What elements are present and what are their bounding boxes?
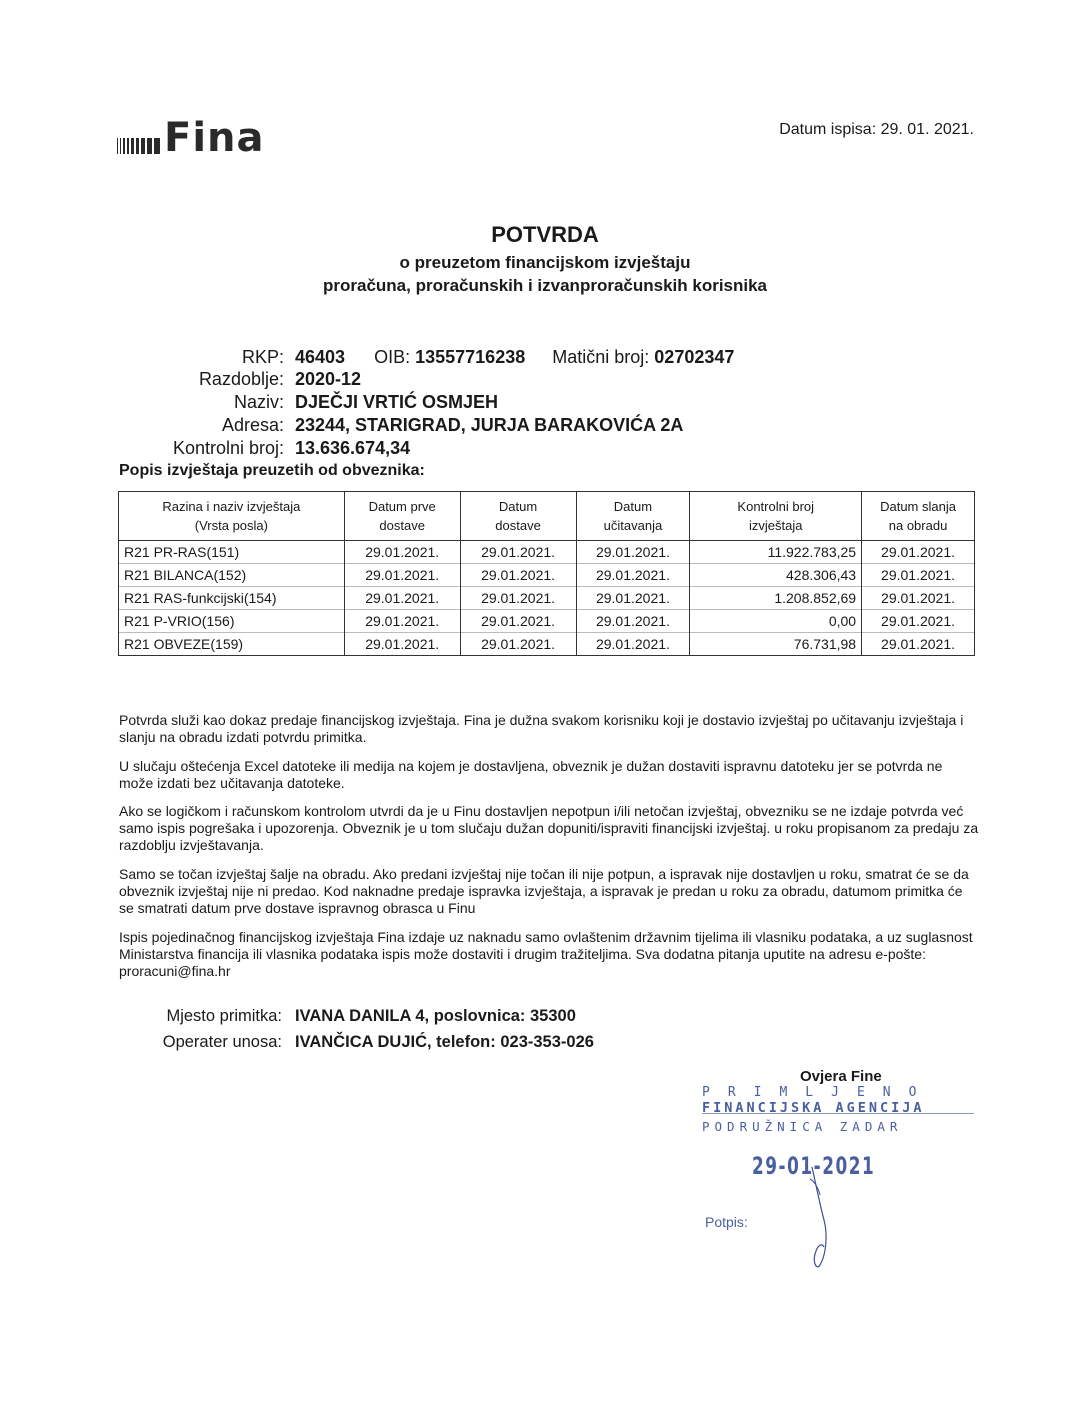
paragraph-control-errors: Ako se logičkom i računskom kontrolom utvrdi da je u Finu dostavljen nepotpun i/ili netočan izvještaj, obvezniku se ne izdaje potvrda već samo ispis pogrešaka i upozorenja. Obveznik je u tom slučaju dužan dopuniti/ispraviti financijski izvještaj. u roku propisanom za predaju za razdoblju izvještavanja.: [119, 803, 979, 853]
header-text: Datum: [498, 499, 538, 514]
info-row-control: [0, 436, 1090, 460]
control-number: 0,00: [690, 610, 862, 633]
place-label: Mjesto primitka:: [166, 1007, 282, 1025]
header-text: Datum slanja: [880, 499, 956, 514]
logo-bars-icon: [117, 132, 160, 154]
certification-label: Ovjera Fine: [800, 1068, 882, 1085]
processing-date: 29.01.2021.: [862, 541, 975, 564]
name-value: DJEČJI VRTIĆ OSMJEH: [295, 392, 499, 412]
info-row-address: [0, 413, 1090, 437]
header-text: učitavanja: [603, 518, 663, 533]
paragraph-correct-report: Samo se točan izvještaj šalje na obradu. Ako predani izvještaj nije točan ili nije potpun, a ispravak nije dostavljen u roku, smatrat će se da obveznik izvještaj nije ni predao. Kod naknadne predaje ispravka izvještaja, a ispravak je predan u roku za obradu, datumom primitka će se smatrati datum prve dostave ispravnog obrasca u Finu: [119, 866, 969, 916]
paragraph-damaged-file: U slučaju oštećenja Excel datoteke ili medija na kojem je dostavljena, obveznik je dužan dostaviti ispravnu datoteku jer se potvrda ne može izdati bez učitavanja datoteke.: [119, 758, 943, 791]
header-text: dostave: [379, 518, 425, 533]
mb-label: Matični broj:: [552, 347, 650, 367]
rkp-group: [295, 345, 734, 369]
control-value: 13.636.674,34: [295, 438, 411, 458]
header-control-number: [690, 492, 862, 541]
header-report-name: [119, 492, 345, 541]
control-number: 1.208.852,69: [690, 587, 862, 610]
signature-label: Potpis:: [705, 1214, 748, 1230]
report-name: R21 OBVEZE(159): [119, 633, 345, 656]
receipt-place-row: [0, 1004, 1090, 1028]
oib-label: OIB:: [374, 347, 411, 367]
report-name: R21 BILANCA(152): [119, 564, 345, 587]
header-first-delivery: [344, 492, 460, 541]
stamp-branch-text: PODRUŽNICA ZADAR: [702, 1119, 903, 1134]
processing-date: 29.01.2021.: [862, 610, 975, 633]
delivery-date: 29.01.2021.: [460, 610, 576, 633]
report-name: R21 RAS-funkcijski(154): [119, 587, 345, 610]
print-date: Datum ispisa: 29. 01. 2021.: [779, 121, 974, 138]
load-date: 29.01.2021.: [576, 633, 690, 656]
period-label: Razdoblje:: [198, 369, 284, 389]
header-text: na obradu: [888, 518, 948, 533]
header-text: Datum prve: [368, 499, 436, 514]
operator-value: IVANČICA DUJIĆ, telefon: 023-353-026: [295, 1033, 594, 1051]
delivery-date: 29.01.2021.: [460, 564, 576, 587]
stamp-agency-text: FINANCIJSKA AGENCIJA: [702, 1100, 925, 1116]
load-date: 29.01.2021.: [576, 564, 690, 587]
receipt-operator-row: [0, 1030, 1090, 1054]
header-text: Razina i naziv izvještaja: [162, 499, 301, 514]
operator-label: Operater unosa:: [162, 1033, 282, 1051]
document-title: POTVRDA: [491, 222, 599, 247]
table-row: [119, 564, 975, 587]
reports-table: [118, 491, 975, 656]
table-row: [119, 587, 975, 610]
header-text: Kontrolni broj: [737, 499, 815, 514]
table-row: [119, 633, 975, 656]
paragraph-report-issuance: Ispis pojedinačnog financijskog izvještaja Fina izdaje uz naknadu samo ovlaštenim državnim tijelima ili vlasniku podataka, a uz suglasnost Ministarstva financija ili vlasnika podataka ispis može dostaviti i drugim tražiteljima. Sva dodatna pitanja uputite na adresu e-pošte: proracuni@fina.hr: [119, 929, 973, 979]
load-date: 29.01.2021.: [576, 610, 690, 633]
first-delivery-date: 29.01.2021.: [344, 610, 460, 633]
delivery-date: 29.01.2021.: [460, 633, 576, 656]
table-row: [119, 541, 975, 564]
load-date: 29.01.2021.: [576, 541, 690, 564]
table-row: [119, 610, 975, 633]
header-text: dostave: [495, 518, 541, 533]
rkp-value: 46403: [295, 347, 346, 367]
processing-date: 29.01.2021.: [862, 633, 975, 656]
oib-value: 13557716238: [415, 347, 526, 367]
fina-logo: [117, 115, 265, 161]
header-processing-date: [862, 492, 975, 541]
header-text: izvještaja: [748, 518, 803, 533]
first-delivery-date: 29.01.2021.: [344, 564, 460, 587]
control-number: 428.306,43: [690, 564, 862, 587]
address-value: 23244, STARIGRAD, JURJA BARAKOVIĆA 2A: [295, 415, 684, 435]
table-header-row: [119, 492, 975, 541]
processing-date: 29.01.2021.: [862, 564, 975, 587]
section-title: Popis izvještaja preuzetih od obveznika:: [119, 462, 425, 479]
paragraph-proof: Potvrda služi kao dokaz predaje financijskog izvještaja. Fina je dužna svakom korisniku koji je dostavio izvještaj po učitavanju izvještaja i slanju na obradu izdati potvrdu primitka.: [119, 712, 964, 745]
info-row-period: [0, 367, 1090, 391]
first-delivery-date: 29.01.2021.: [344, 587, 460, 610]
document-subtitle-line2: proračuna, proračunskih i izvanproračunskih korisnika: [322, 276, 768, 295]
first-delivery-date: 29.01.2021.: [344, 541, 460, 564]
handwritten-signature: [790, 1165, 850, 1275]
info-row-rkp: [0, 345, 1090, 369]
report-name: R21 PR-RAS(151): [119, 541, 345, 564]
header-load-date: [576, 492, 690, 541]
period-value: 2020-12: [295, 369, 362, 389]
stamp-received-text: PRIMLJENO: [702, 1085, 935, 1100]
control-number: 11.922.783,25: [690, 541, 862, 564]
report-name: R21 P-VRIO(156): [119, 610, 345, 633]
first-delivery-date: 29.01.2021.: [344, 633, 460, 656]
stamp-date: 29-01-2021: [752, 1152, 876, 1180]
document-subtitle-line1: o preuzetom financijskom izvještaju: [399, 253, 691, 272]
place-value: IVANA DANILA 4, poslovnica: 35300: [295, 1007, 576, 1025]
load-date: 29.01.2021.: [576, 587, 690, 610]
rkp-label: RKP:: [241, 347, 284, 367]
delivery-date: 29.01.2021.: [460, 541, 576, 564]
control-number: 76.731,98: [690, 633, 862, 656]
header-text: Datum: [613, 499, 653, 514]
info-row-name: [0, 390, 1090, 414]
delivery-date: 29.01.2021.: [460, 587, 576, 610]
header-text: (Vrsta posla): [194, 518, 268, 533]
address-label: Adresa:: [221, 415, 284, 435]
name-label: Naziv:: [233, 392, 284, 412]
mb-value: 02702347: [654, 347, 735, 367]
logo-text: Fina: [164, 115, 265, 161]
processing-date: 29.01.2021.: [862, 587, 975, 610]
header-delivery-date: [460, 492, 576, 541]
control-label: Kontrolni broj:: [172, 438, 284, 458]
